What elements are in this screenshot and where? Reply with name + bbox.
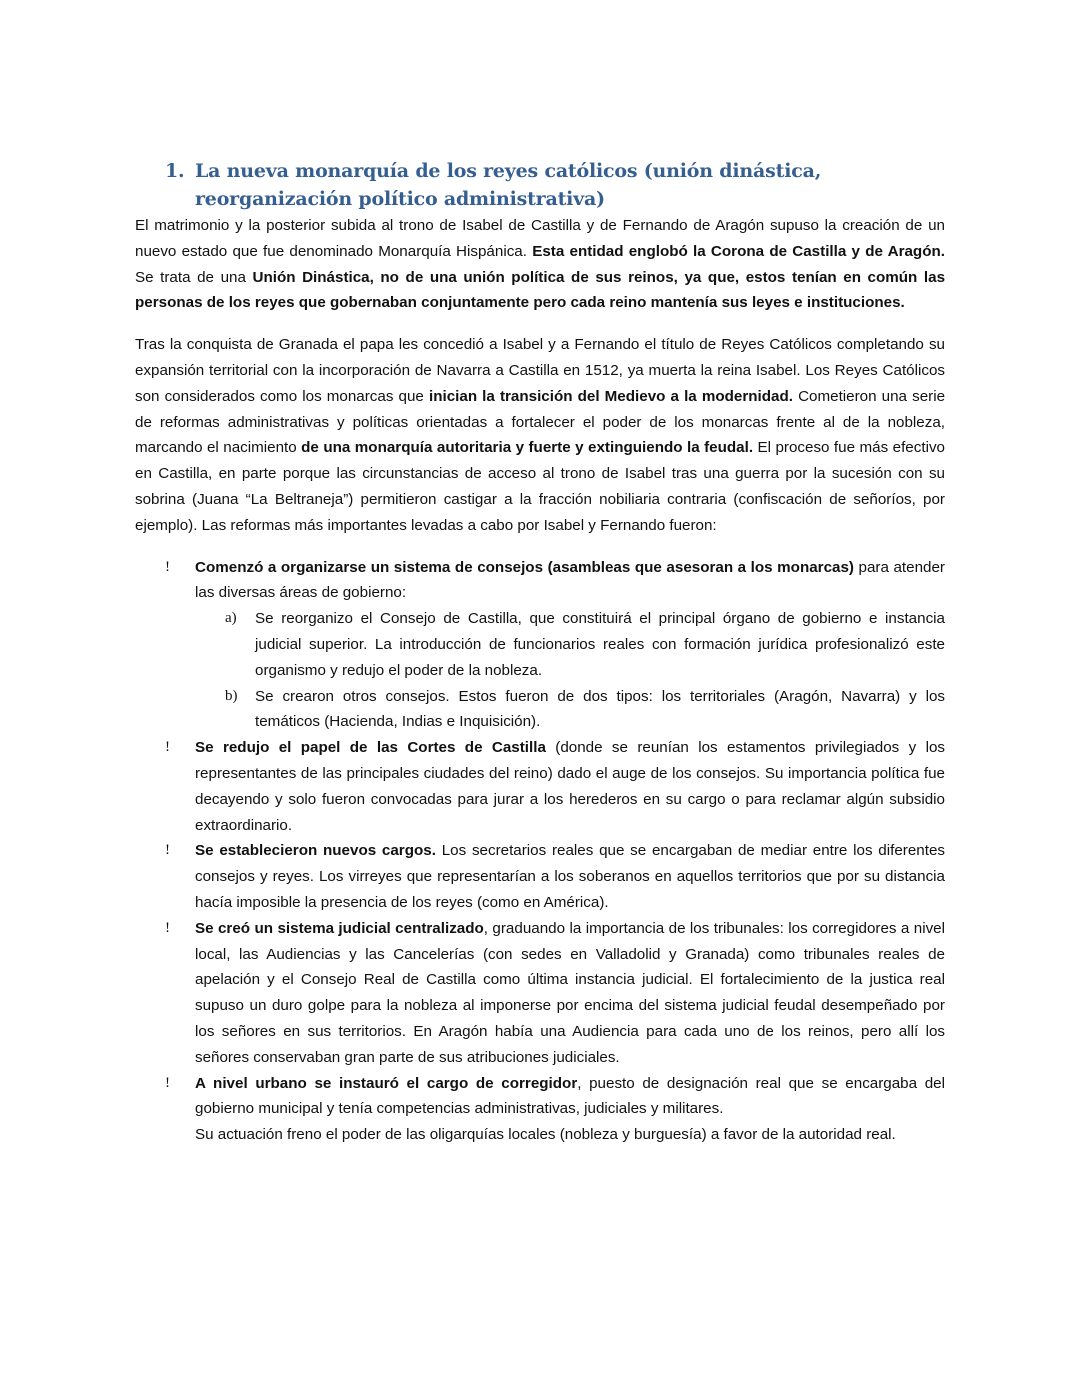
bullet-marker: ! — [165, 739, 170, 756]
bold-text: Comenzó a organizarse un sistema de consejos (asambleas que asesoran a los monarcas) — [195, 558, 854, 576]
list-item — [135, 735, 945, 838]
list-item — [135, 555, 945, 607]
body-paragraphs — [135, 213, 945, 539]
sub-item-marker: b) — [225, 687, 238, 704]
list-item-continuation: Su actuación freno el poder de las oligarquías locales (nobleza y burguesía) a favor de la autoridad real. — [195, 1126, 896, 1144]
text-run: El proceso fue más efectivo en Castilla, en parte porque las circunstancias de acceso al trono de Isabel tras una guerra por la sucesión con su sobrina (Juana “La Beltraneja”) permitieron castigar a la fracción nobiliaria contraria (confiscación de señoríos, por ejemplo). Las reformas más importantes levadas a cabo por Isabel y Fernando fueron: — [135, 439, 945, 534]
bullet-marker: ! — [165, 1074, 170, 1091]
bullet-marker: ! — [165, 919, 170, 936]
list-item — [135, 838, 945, 915]
sub-item-text: Se reorganizo el Consejo de Castilla, que constituirá el principal órgano de gobierno e instancia judicial superior. La introducción de funcionarios reales con formación jurídica profesionalizó este organismo y redujo el poder de la nobleza. — [255, 610, 945, 679]
bold-text: Se redujo el papel de las Cortes de Castilla — [195, 739, 546, 757]
text-run: (donde se reunían los estamentos privilegiados y los representantes de las principales ciudades del reino) dado el auge de los consejos. Su importancia política fue decayendo y solo fueron convocadas para jurar a los herederos en su cargo o para reclamar algún subsidio extraordinario. — [195, 739, 945, 834]
section-heading — [135, 157, 945, 213]
sub-list-item — [135, 606, 945, 683]
bold-text: Esta entidad englobó la Corona de Castilla y de Aragón. — [532, 242, 945, 260]
bold-text: de una monarquía autoritaria y fuerte y extinguiendo la feudal. — [301, 439, 754, 457]
bullet-marker: ! — [165, 842, 170, 859]
bold-text: Se creó un sistema judicial centralizado — [195, 919, 484, 937]
text-run: , graduando la importancia de los tribunales: los corregidores a nivel local, las Audiencias y las Cancelerías (con sedes en Valladolid y Granada) como tribunales reales de apelación y el Consejo Real de Castilla como última instancia judicial. El fortalecimiento de la justica real supuso un duro golpe para la nobleza al imponerse por encima del sistema judicial feudal desempeñado por los señores en sus territorios. En Aragón había una Audiencia para cada uno de los reinos, pero allí los señores conservaban gran parte de sus atribuciones judiciales. — [195, 919, 945, 1066]
paragraph — [135, 332, 945, 538]
text-run: Los secretarios reales que se encargaban de mediar entre los diferentes consejos y reyes. Los virreyes que representarían a los soberanos en aquellos territorios que por su distancia hacía imposible la presencia de los reyes (como en América). — [195, 842, 945, 911]
paragraph — [135, 213, 945, 316]
bold-text: inician la transición del Medievo a la modernidad. — [428, 387, 793, 405]
heading-number: 1. — [165, 160, 185, 182]
heading-text: La nueva monarquía de los reyes católicos (unión dinástica, reorganización político administrativa) — [195, 160, 822, 210]
document-page — [135, 157, 945, 1148]
list-item — [135, 916, 945, 1071]
sub-item-text: Se crearon otros consejos. Estos fueron de dos tipos: los territoriales (Aragón, Navarra) y los temáticos (Hacienda, Indias e Inquisición). — [255, 687, 945, 731]
bold-text: Unión Dinástica, no de una unión política de sus reinos, ya que, estos tenían en común las personas de los reyes que gobernaban conjuntamente pero cada reino mantenía sus leyes e instituciones. — [135, 268, 946, 312]
reform-list — [135, 555, 945, 1148]
bold-text: Se establecieron nuevos cargos. — [195, 842, 436, 860]
text-run: Tras la conquista de Granada el papa les concedió a Isabel y a Fernando el título de Reyes Católicos completando su expansión territorial con la incorporación de Navarra a Castilla en 1512, ya muerta la reina Isabel. Los Reyes Católicos son considerados como los monarcas que — [135, 336, 945, 405]
text-run: Cometieron una serie de reformas administrativas y políticas orientadas a fortalecer el poder de los monarcas frente al de la nobleza, marcando el nacimiento — [135, 387, 946, 457]
text-run: , puesto de designación real que se encargaba del gobierno municipal y tenía competencias administrativas, judiciales y militares. — [195, 1074, 945, 1118]
sub-list-item — [135, 684, 945, 736]
bold-text: A nivel urbano se instauró el cargo de corregidor — [195, 1074, 578, 1092]
list-item — [135, 1071, 945, 1123]
bullet-marker: ! — [165, 558, 170, 575]
text-run: El matrimonio y la posterior subida al trono de Isabel de Castilla y de Fernando de Aragón supuso la creación de un nuevo estado que fue denominado Monarquía Hispánica. — [135, 217, 945, 260]
text-run: para atender las diversas áreas de gobierno: — [195, 558, 945, 602]
text-run: Se trata de una — [135, 268, 253, 286]
sub-item-marker: a) — [225, 610, 237, 627]
